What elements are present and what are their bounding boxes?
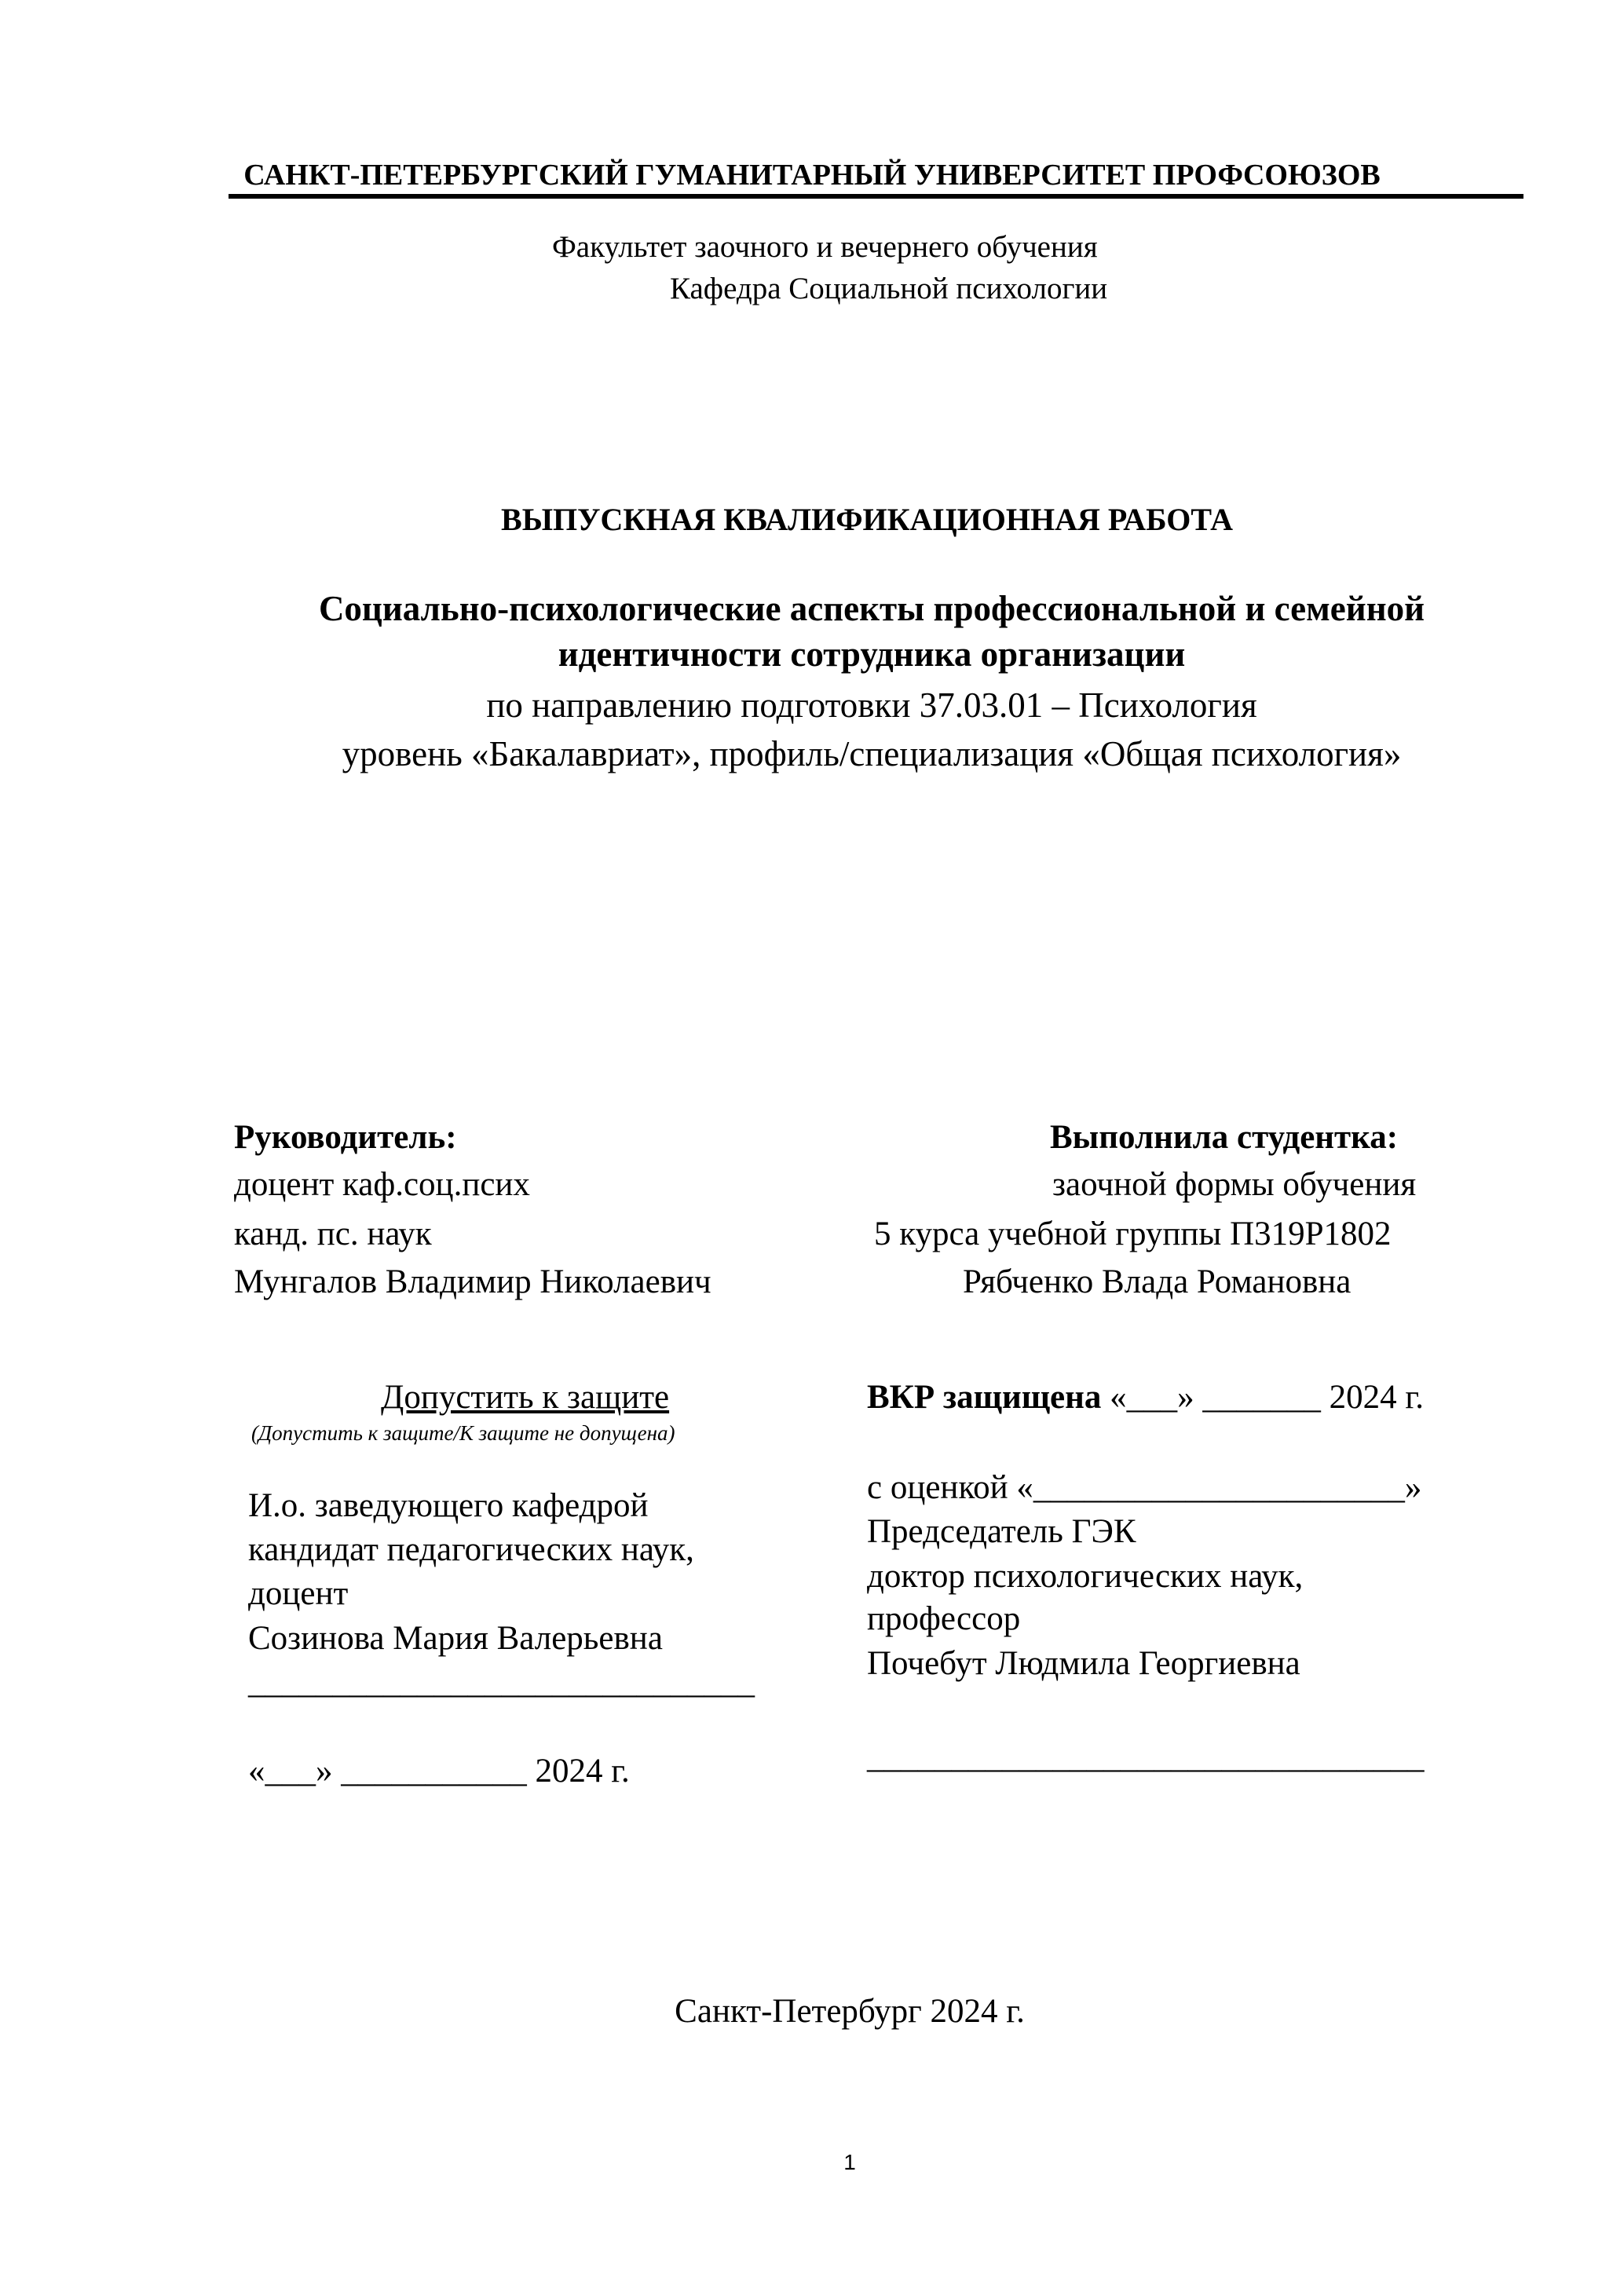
chair-signature-line: _________________________________	[867, 1738, 1425, 1775]
document-type: ВЫПУСКНАЯ КВАЛИФИКАЦИОННАЯ РАБОТА	[501, 502, 1233, 537]
topic-line-1: Социально-психологические аспекты профессиональной и семейной	[318, 589, 1425, 628]
student-heading: Выполнила студентка:	[1050, 1119, 1399, 1156]
head-role: И.о. заведующего кафедрой	[248, 1487, 649, 1524]
department-name: Кафедра Социальной психологии	[670, 272, 1108, 305]
page-number: 1	[843, 2150, 856, 2174]
level: уровень «Бакалавриат», профиль/специализация «Общая психология»	[342, 734, 1402, 773]
faculty-name: Факультет заочного и вечернего обучения	[552, 230, 1098, 264]
head-name: Созинова Мария Валерьевна	[248, 1620, 663, 1657]
header-divider	[229, 194, 1523, 199]
defense-date: «___» _______ 2024 г.	[1110, 1379, 1424, 1416]
head-signature-line: ______________________________	[248, 1664, 755, 1701]
chair-name: Почебут Людмила Георгиевна	[867, 1645, 1300, 1682]
supervisor-name: Мунгалов Владимир Николаевич	[234, 1263, 711, 1300]
supervisor-heading: Руководитель:	[234, 1119, 457, 1156]
head-title: доцент	[248, 1575, 349, 1612]
admission-date: «___» ___________ 2024 г.	[248, 1753, 630, 1790]
topic-line-2: идентичности сотрудника организации	[558, 634, 1186, 674]
student-form: заочной формы обучения	[1052, 1166, 1417, 1203]
direction: по направлению подготовки 37.03.01 – Психология	[486, 686, 1257, 725]
defense-label: ВКР защищена	[867, 1379, 1102, 1416]
student-group: 5 курса учебной группы П319Р1802	[874, 1216, 1392, 1252]
chair-role: Председатель ГЭК	[867, 1513, 1136, 1550]
admission-decision: Допустить к защите	[381, 1379, 670, 1416]
admission-hint: (Допустить к защите/К защите не допущена)	[251, 1421, 675, 1445]
chair-degree: доктор психологических наук,	[867, 1558, 1304, 1595]
university-name: САНКТ-ПЕТЕРБУРГСКИЙ ГУМАНИТАРНЫЙ УНИВЕРСИТЕТ ПРОФСОЮЗОВ	[243, 159, 1381, 192]
city-year: Санкт-Петербург 2024 г.	[675, 1993, 1025, 2030]
student-name: Рябченко Влада Романовна	[963, 1263, 1352, 1300]
chair-title: профессор	[867, 1600, 1021, 1637]
supervisor-degree: канд. пс. наук	[234, 1216, 432, 1252]
supervisor-position: доцент каф.соц.псих	[234, 1166, 530, 1203]
defense-grade: с оценкой «______________________»	[867, 1469, 1422, 1506]
head-degree: кандидат педагогических наук,	[248, 1531, 694, 1568]
defense-status	[867, 1380, 1424, 1414]
